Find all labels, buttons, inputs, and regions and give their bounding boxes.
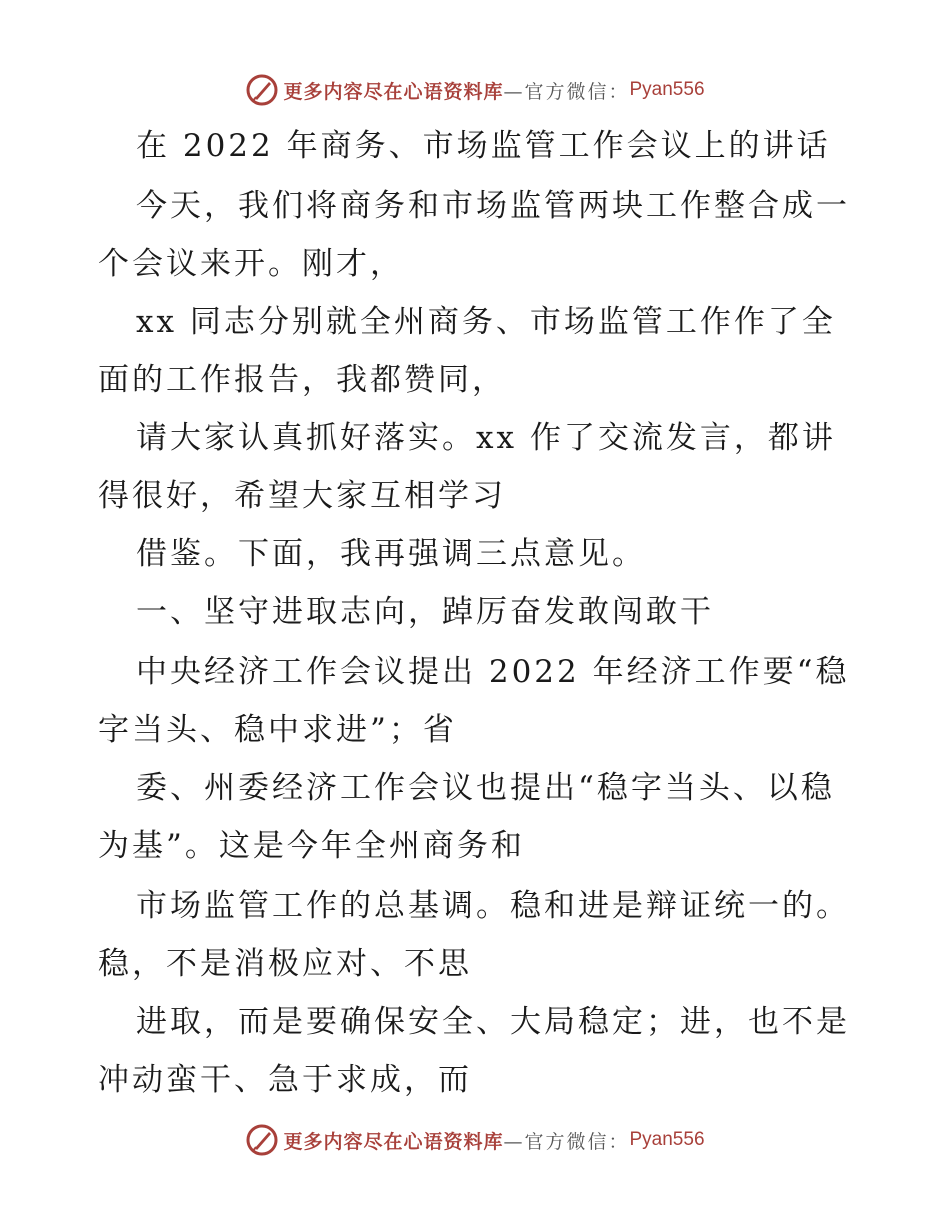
footer-banner (0, 1120, 950, 1160)
text-line: 市场监管工作的总基调。稳和进是辩证统一的。 (136, 888, 850, 924)
wechat-label: —官方微信： (503, 80, 630, 103)
brand-text: 更多内容尽在心语资料库 (283, 1130, 504, 1153)
text-line: 字当头、稳中求进”；省 (98, 712, 457, 748)
text-line: 得很好，希望大家互相学习 (98, 478, 506, 514)
wechat-id: Pyan556 (629, 1129, 705, 1150)
text-line: 请大家认真抓好落实。xx 作了交流发言，都讲 (136, 420, 836, 456)
section-heading: 一、坚守进取志向，踔厉奋发敢闯敢干 (136, 594, 714, 630)
wechat-label: —官方微信： (503, 1130, 630, 1153)
text-line: 面的工作报告，我都赞同， (98, 362, 506, 398)
text-line: 为基”。这是今年全州商务和 (98, 828, 525, 864)
text-line: 个会议来开。刚才， (98, 246, 404, 282)
text-line: 借鉴。下面，我再强调三点意见。 (136, 536, 646, 572)
text-line: 委、州委经济工作会议也提出“稳字当头、以稳 (136, 770, 835, 806)
quill-logo-icon (245, 1123, 279, 1157)
brand-text: 更多内容尽在心语资料库 (283, 80, 504, 103)
text-line: 稳，不是消极应对、不思 (98, 946, 472, 982)
text-line: xx 同志分别就全州商务、市场监管工作作了全 (136, 304, 836, 340)
document-title: 在 2022 年商务、市场监管工作会议上的讲话 (136, 128, 831, 164)
text-line: 冲动蛮干、急于求成，而 (98, 1062, 472, 1098)
quill-logo-icon (245, 73, 279, 107)
header-banner (0, 70, 950, 110)
text-line: 今天，我们将商务和市场监管两块工作整合成一 (136, 188, 850, 224)
text-line: 进取，而是要确保安全、大局稳定；进，也不是 (136, 1004, 850, 1040)
text-line: 中央经济工作会议提出 2022 年经济工作要“稳 (136, 654, 850, 690)
wechat-id: Pyan556 (629, 79, 705, 100)
